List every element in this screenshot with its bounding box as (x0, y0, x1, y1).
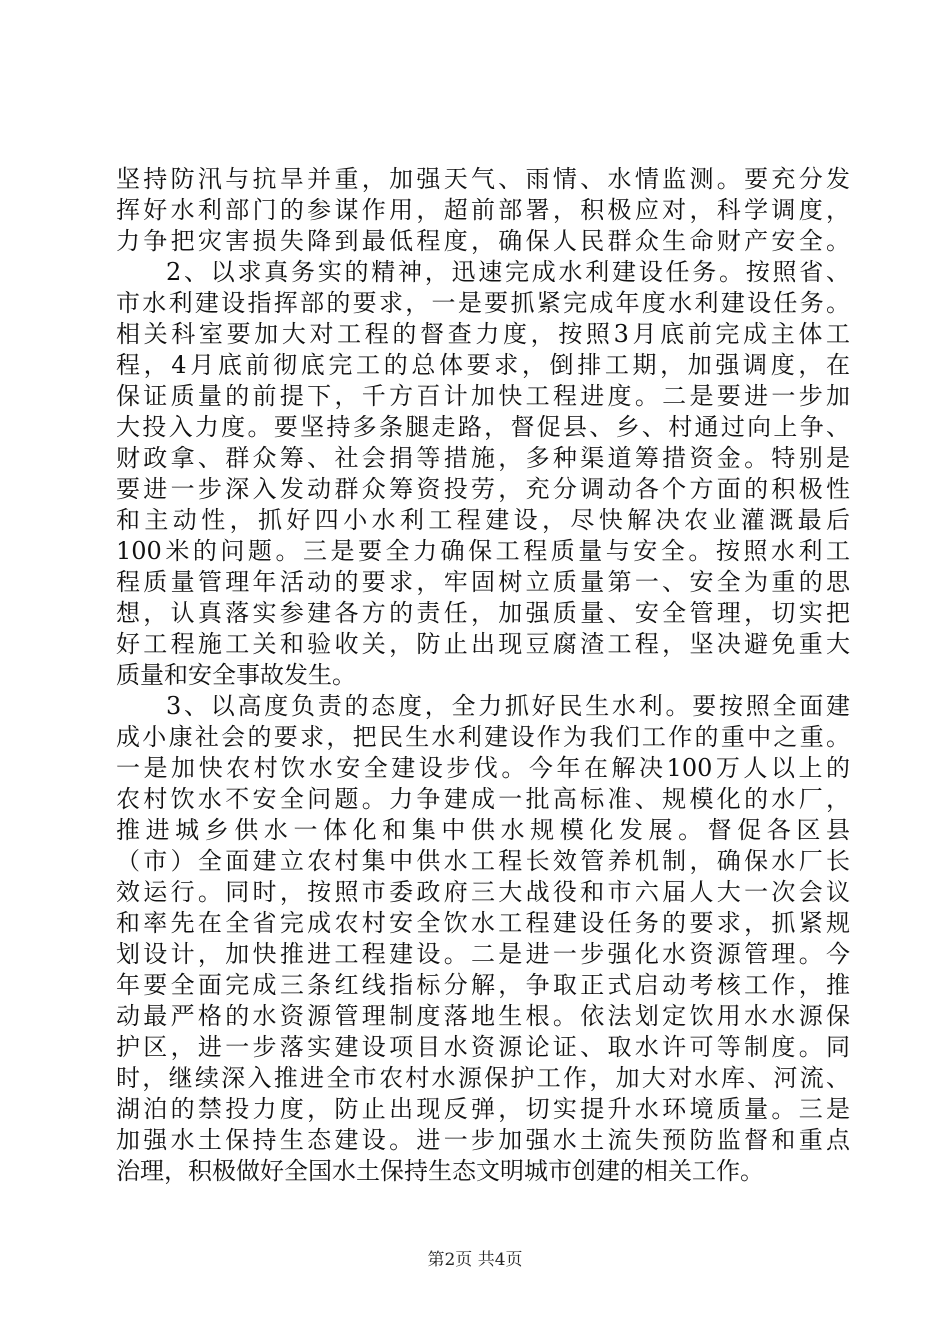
paragraph-2-start: 2、以求真务实的精神，迅速完成水利建设任务。按照省、 (166, 258, 850, 286)
text-line: 100米的问题。三是要全力确保工程质量与安全。按照水利工 (116, 537, 850, 565)
text-line: 挥好水利部门的参谋作用，超前部署，积极应对，科学调度， (116, 196, 850, 224)
text-line: 坚持防汛与抗旱并重，加强天气、雨情、水情监测。要充分发 (116, 165, 850, 193)
text-line: 时，继续深入推进全市农村水源保护工作，加大对水库、河流、 (116, 1064, 850, 1092)
text-line: 程质量管理年活动的要求，牢固树立质量第一、安全为重的思 (116, 568, 850, 596)
paragraph-3-start: 3、以高度负责的态度，全力抓好民生水利。要按照全面建 (166, 692, 850, 720)
text-line: 力争把灾害损失降到最低程度，确保人民群众生命财产安全。 (116, 227, 850, 255)
text-line: 效运行。同时，按照市委政府三大战役和市六届人大一次会议 (116, 878, 850, 906)
paragraph-2-end: 质量和安全事故发生。 (116, 661, 356, 689)
text-line: 护区，进一步落实建设项目水资源论证、取水许可等制度。同 (116, 1033, 850, 1061)
text-line: 大投入力度。要坚持多条腿走路，督促县、乡、村通过向上争、 (116, 413, 850, 441)
text-line: 财政拿、群众筹、社会捐等措施，多种渠道筹措资金。特别是 (116, 444, 850, 472)
text-line: 划设计，加快推进工程建设。二是进一步强化水资源管理。今 (116, 940, 850, 968)
text-line: 保证质量的前提下，千方百计加快工程进度。二是要进一步加 (116, 382, 850, 410)
text-line: 推进城乡供水一体化和集中供水规模化发展。督促各区县 (116, 816, 850, 844)
text-line: 加强水土保持生态建设。进一步加强水土流失预防监督和重点 (116, 1126, 850, 1154)
text-line: 要进一步深入发动群众筹资投劳，充分调动各个方面的积极性 (116, 475, 850, 503)
text-line: 和主动性，抓好四小水利工程建设，尽快解决农业灌溉最后 (116, 506, 850, 534)
text-line: 程，4月底前彻底完工的总体要求，倒排工期，加强调度，在 (116, 351, 850, 379)
text-line: 相关科室要加大对工程的督查力度，按照3月底前完成主体工 (116, 320, 850, 348)
text-line: 年要全面完成三条红线指标分解，争取正式启动考核工作，推 (116, 971, 850, 999)
text-line: 农村饮水不安全问题。力争建成一批高标准、规模化的水厂， (116, 785, 850, 813)
document-body (116, 164, 850, 1187)
text-line: 成小康社会的要求，把民生水利建设作为我们工作的重中之重。 (116, 723, 850, 751)
text-line: 好工程施工关和验收关，防止出现豆腐渣工程，坚决避免重大 (116, 630, 850, 658)
text-line: （市）全面建立农村集中供水工程长效管养机制，确保水厂长 (116, 847, 850, 875)
text-line: 和率先在全省完成农村安全饮水工程建设任务的要求，抓紧规 (116, 909, 850, 937)
text-line: 市水利建设指挥部的要求，一是要抓紧完成年度水利建设任务。 (116, 289, 850, 317)
text-line: 一是加快农村饮水安全建设步伐。今年在解决100万人以上的 (116, 754, 850, 782)
text-line: 想，认真落实参建各方的责任，加强质量、安全管理，切实把 (116, 599, 850, 627)
text-line: 湖泊的禁投力度，防止出现反弹，切实提升水环境质量。三是 (116, 1095, 850, 1123)
text-line: 动最严格的水资源管理制度落地生根。依法划定饮用水水源保 (116, 1002, 850, 1030)
page-number-footer: 第2页 共4页 (427, 1250, 523, 1270)
paragraph-3-end: 治理，积极做好全国水土保持生态文明城市创建的相关工作。 (116, 1157, 764, 1185)
